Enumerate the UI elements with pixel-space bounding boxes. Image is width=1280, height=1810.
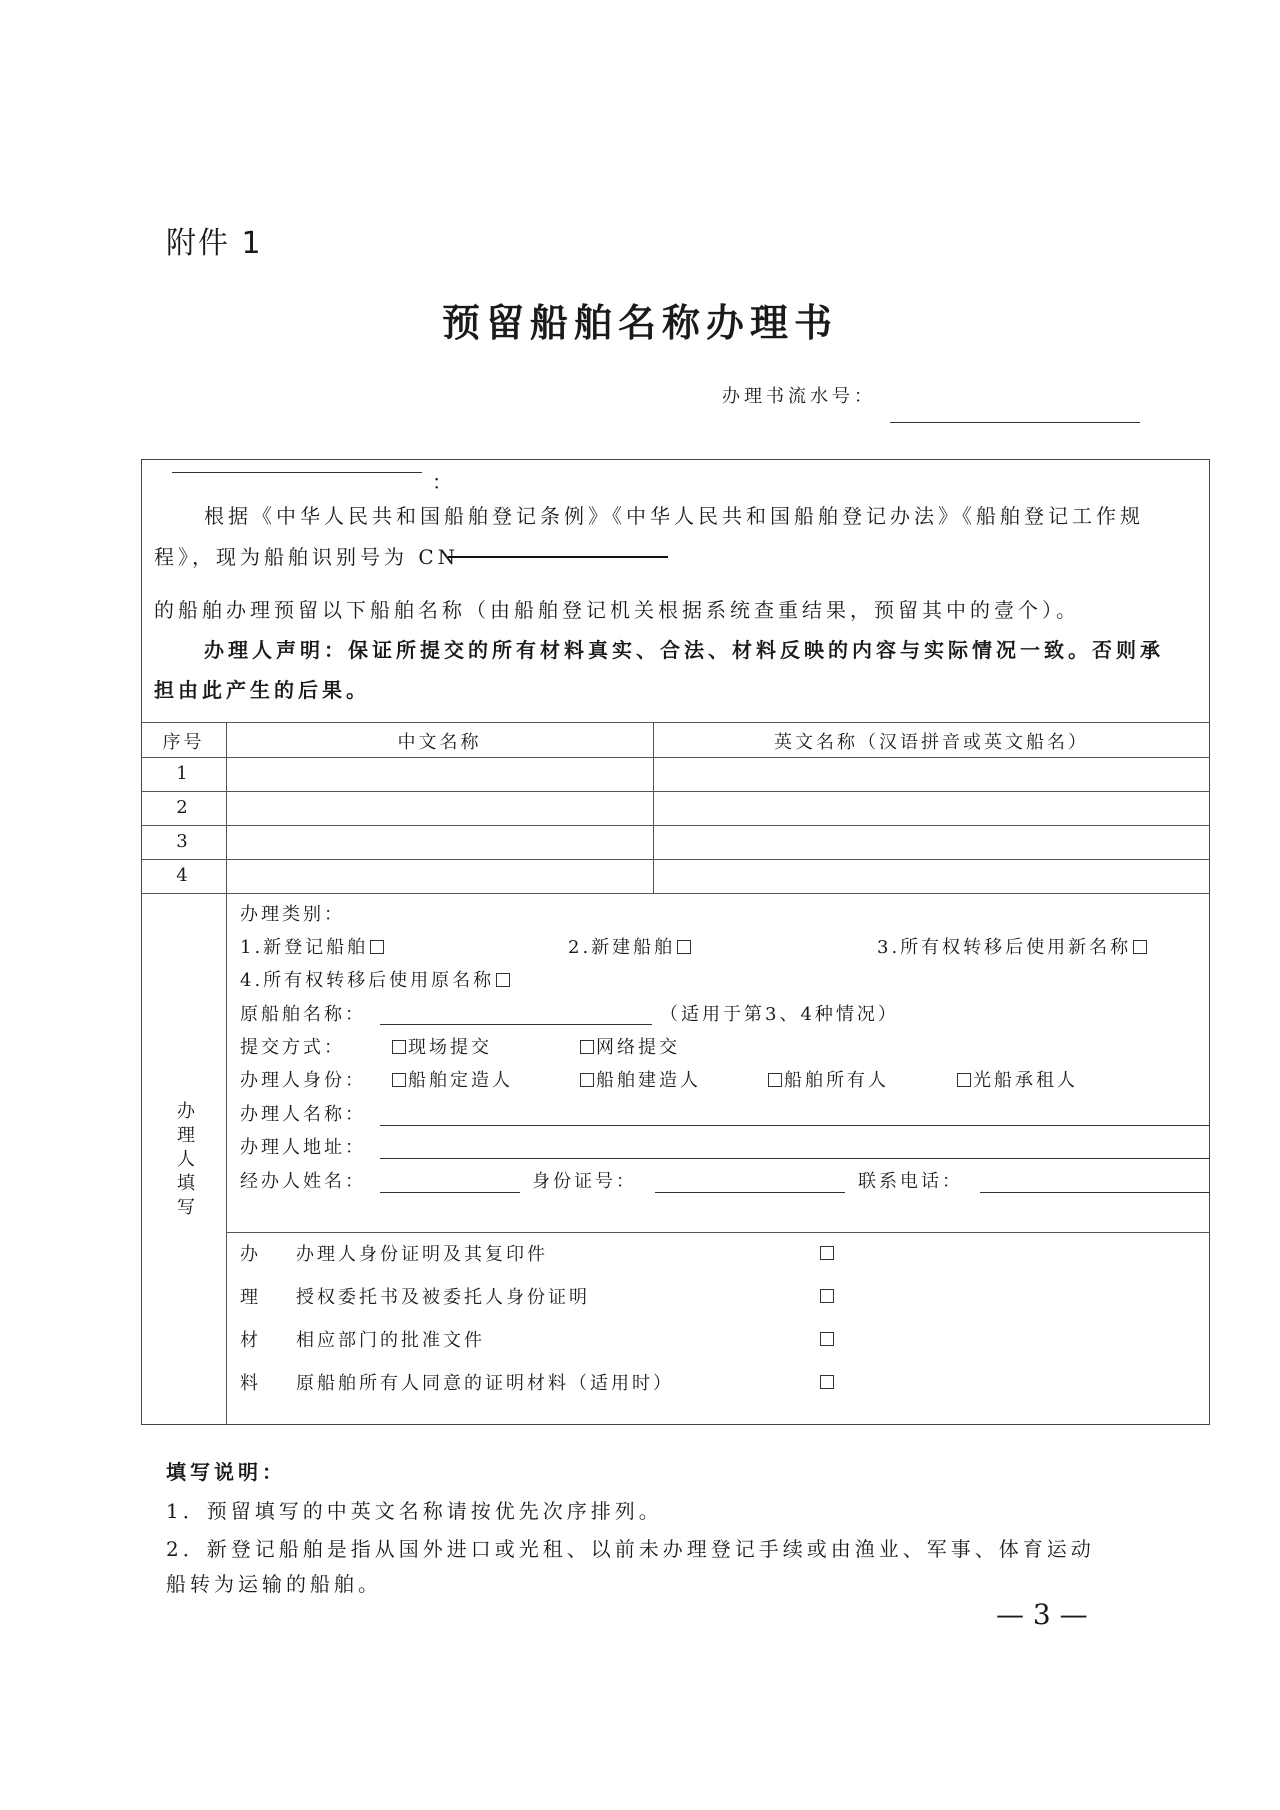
table-row-number: 4 bbox=[176, 865, 191, 886]
checkbox-icon[interactable] bbox=[496, 973, 510, 987]
header-chinese-name: 中文名称 bbox=[397, 732, 482, 753]
checkbox-icon[interactable] bbox=[392, 1073, 406, 1087]
applicant-name-label: 办理人名称： bbox=[240, 1104, 366, 1125]
applicant-name-field[interactable] bbox=[380, 1125, 1210, 1126]
materials-side-char: 材 bbox=[240, 1330, 261, 1351]
table-bottom-border bbox=[141, 893, 1210, 894]
document-title: 预留船舶名称办理书 bbox=[441, 300, 838, 345]
table-row-border bbox=[141, 757, 1210, 758]
type-option-transfer-original-name[interactable] bbox=[240, 966, 512, 992]
side-label-char: 理 bbox=[177, 1125, 195, 1146]
identity-option-builder[interactable] bbox=[578, 1066, 701, 1092]
serial-number-label: 办理书流水号： bbox=[722, 386, 876, 407]
id-number-label: 身份证号： bbox=[532, 1171, 637, 1192]
checkbox-icon[interactable] bbox=[820, 1289, 834, 1303]
materials-side-char: 料 bbox=[240, 1373, 261, 1394]
option-label: 1.新登记船舶 bbox=[240, 937, 369, 958]
identity-option-orderer[interactable] bbox=[390, 1066, 513, 1092]
declaration-line-2: 担由此产生的后果。 bbox=[154, 678, 370, 702]
submit-option-onsite[interactable] bbox=[390, 1033, 492, 1059]
intro-line-2: 程》，现为船舶识别号为 CN bbox=[154, 545, 460, 569]
intro-line-3: 的船舶办理预留以下船舶名称（由船舶登记机关根据系统查重结果，预留其中的壹个）。 bbox=[154, 598, 1080, 622]
id-number-field[interactable] bbox=[655, 1192, 845, 1193]
checkbox-icon[interactable] bbox=[768, 1073, 782, 1087]
original-name-field[interactable] bbox=[380, 1024, 652, 1025]
materials-side-char: 理 bbox=[240, 1287, 261, 1308]
table-row-number: 3 bbox=[176, 831, 191, 852]
option-label: 网络提交 bbox=[596, 1037, 680, 1058]
applicant-address-field[interactable] bbox=[380, 1158, 1210, 1159]
english-name-cell-3[interactable] bbox=[655, 827, 1208, 859]
type-option-new-registration[interactable] bbox=[240, 933, 386, 959]
table-row-number: 1 bbox=[176, 763, 191, 784]
attachment-label: 附件 1 bbox=[166, 226, 263, 261]
checkbox-icon[interactable] bbox=[820, 1246, 834, 1260]
chinese-name-cell-3[interactable] bbox=[228, 827, 651, 859]
header-seq: 序号 bbox=[162, 732, 205, 753]
table-top-border bbox=[141, 722, 1210, 723]
option-label: 3.所有权转移后使用新名称 bbox=[877, 937, 1132, 958]
applicant-address-label: 办理人地址： bbox=[240, 1137, 366, 1158]
phone-field[interactable] bbox=[980, 1192, 1210, 1193]
left-column-divider bbox=[226, 722, 227, 1424]
phone-label: 联系电话： bbox=[858, 1171, 963, 1192]
submit-option-online[interactable] bbox=[578, 1033, 680, 1059]
original-name-note: （适用于第3、4种情况） bbox=[660, 1004, 899, 1025]
intro-line-1: 根据《中华人民共和国船舶登记条例》《中华人民共和国船舶登记办法》《船舶登记工作规 bbox=[204, 504, 1144, 528]
identity-label: 办理人身份： bbox=[240, 1070, 366, 1091]
applicant-fill-side-label bbox=[166, 1100, 206, 1220]
checkbox-icon[interactable] bbox=[580, 1073, 594, 1087]
checkbox-icon[interactable] bbox=[1133, 940, 1147, 954]
material-item: 原船舶所有人同意的证明材料（适用时） bbox=[296, 1373, 674, 1394]
notes-item-2-line-2: 船转为运输的船舶。 bbox=[166, 1572, 382, 1596]
chinese-name-cell-4[interactable] bbox=[228, 861, 651, 893]
option-label: 船舶所有人 bbox=[784, 1070, 889, 1091]
side-label-char: 办 bbox=[177, 1101, 195, 1122]
material-item: 相应部门的批准文件 bbox=[296, 1330, 485, 1351]
identity-option-bareboat-charterer[interactable] bbox=[955, 1066, 1078, 1092]
table-row-border bbox=[141, 825, 1210, 826]
handler-name-label: 经办人姓名： bbox=[240, 1171, 366, 1192]
materials-top-border bbox=[226, 1232, 1210, 1233]
chinese-name-cell-1[interactable] bbox=[228, 759, 651, 791]
declaration-line-1: 办理人声明：保证所提交的所有材料真实、合法、材料反映的内容与实际情况一致。否则承 bbox=[204, 638, 1164, 662]
option-label: 4.所有权转移后使用原名称 bbox=[240, 970, 495, 991]
option-label: 船舶建造人 bbox=[596, 1070, 701, 1091]
header-english-name: 英文名称（汉语拼音或英文船名） bbox=[774, 732, 1089, 753]
checkbox-icon[interactable] bbox=[820, 1332, 834, 1346]
submit-method-label: 提交方式： bbox=[240, 1037, 345, 1058]
type-option-newly-built[interactable] bbox=[568, 933, 693, 959]
materials-side-char: 办 bbox=[240, 1244, 261, 1265]
table-row-border bbox=[141, 859, 1210, 860]
checkbox-icon[interactable] bbox=[370, 940, 384, 954]
option-label: 船舶定造人 bbox=[408, 1070, 513, 1091]
notes-heading: 填写说明： bbox=[166, 1460, 286, 1484]
serial-number-field[interactable] bbox=[890, 422, 1140, 423]
side-label-char: 写 bbox=[177, 1197, 195, 1218]
checkbox-icon[interactable] bbox=[392, 1040, 406, 1054]
chinese-name-cell-2[interactable] bbox=[228, 793, 651, 825]
handler-name-field[interactable] bbox=[380, 1192, 520, 1193]
cn-number-field[interactable] bbox=[448, 556, 668, 558]
option-label: 2.新建船舶 bbox=[568, 937, 676, 958]
notes-item-2-line-1: 2．新登记船舶是指从国外进口或光租、以前未办理登记手续或由渔业、军事、体育运动 bbox=[166, 1537, 1095, 1561]
side-label-char: 人 bbox=[177, 1149, 195, 1170]
english-name-cell-4[interactable] bbox=[655, 861, 1208, 893]
material-item: 办理人身份证明及其复印件 bbox=[296, 1244, 548, 1265]
addressee-colon: ： bbox=[432, 470, 456, 494]
english-name-cell-1[interactable] bbox=[655, 759, 1208, 791]
addressee-field[interactable] bbox=[172, 472, 422, 473]
table-row-border bbox=[141, 791, 1210, 792]
checkbox-icon[interactable] bbox=[820, 1375, 834, 1389]
checkbox-icon[interactable] bbox=[677, 940, 691, 954]
checkbox-icon[interactable] bbox=[957, 1073, 971, 1087]
original-name-label: 原船舶名称： bbox=[240, 1004, 366, 1025]
page-number: — 3 — bbox=[996, 1598, 1088, 1631]
application-type-label: 办理类别： bbox=[240, 904, 345, 925]
option-label: 现场提交 bbox=[408, 1037, 492, 1058]
notes-item-1: 1．预留填写的中英文名称请按优先次序排列。 bbox=[166, 1499, 663, 1523]
identity-option-owner[interactable] bbox=[766, 1066, 889, 1092]
option-label: 光船承租人 bbox=[973, 1070, 1078, 1091]
side-label-char: 填 bbox=[177, 1173, 195, 1194]
type-option-transfer-new-name[interactable] bbox=[877, 933, 1149, 959]
english-name-cell-2[interactable] bbox=[655, 793, 1208, 825]
material-item: 授权委托书及被委托人身份证明 bbox=[296, 1287, 590, 1308]
table-row-number: 2 bbox=[176, 797, 191, 818]
checkbox-icon[interactable] bbox=[580, 1040, 594, 1054]
